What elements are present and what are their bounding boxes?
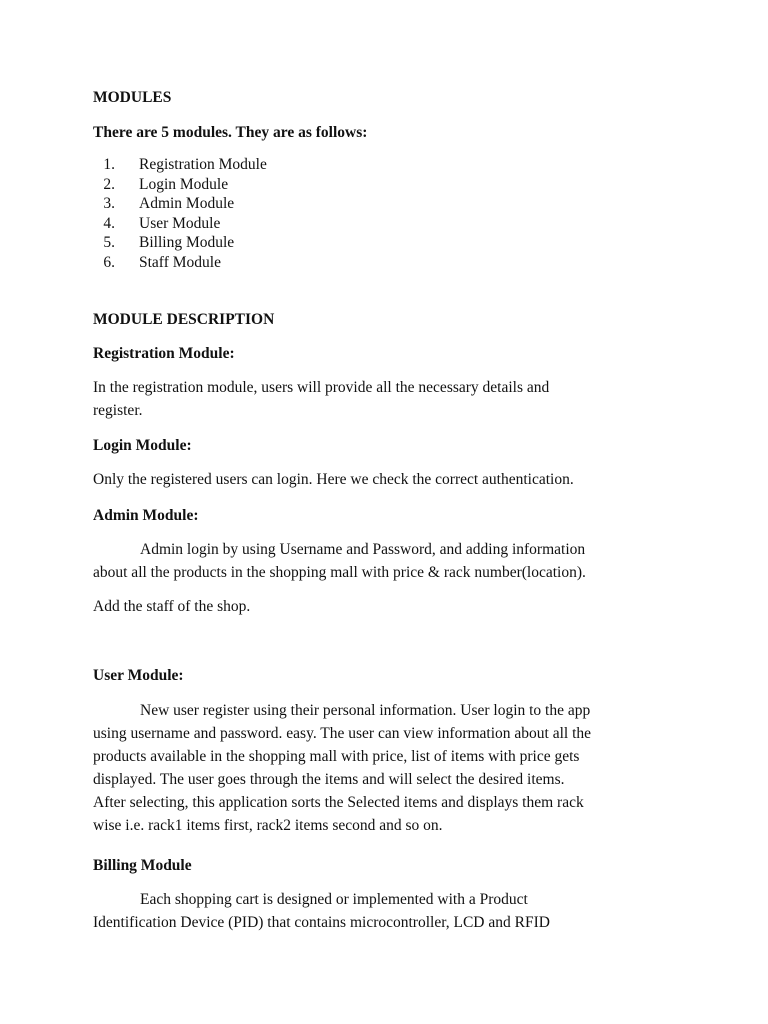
list-item-number: 6.: [103, 253, 115, 271]
user-line-5: After selecting, this application sorts the Selected items and displays them rack: [93, 794, 584, 811]
list-item: [93, 233, 267, 253]
user-line-1: New user register using their personal information. User login to the app: [140, 702, 591, 719]
modules-list: [93, 155, 267, 273]
billing-heading: Billing Module: [93, 857, 192, 874]
user-line-3: products available in the shopping mall with price, list of items with price gets: [93, 748, 580, 765]
list-item: [93, 194, 267, 214]
list-item-label: User Module: [139, 214, 221, 232]
registration-line-2: register.: [93, 402, 143, 419]
admin-heading: Admin Module:: [93, 507, 199, 524]
list-item: [93, 175, 267, 195]
list-item-label: Billing Module: [139, 234, 235, 252]
list-item-label: Staff Module: [139, 253, 221, 271]
login-paragraph: [93, 468, 693, 491]
user-paragraph: [93, 699, 693, 837]
billing-paragraph: [93, 888, 693, 934]
list-item: [93, 155, 267, 175]
list-item-number: 3.: [103, 195, 115, 213]
admin-extra-text: Add the staff of the shop.: [93, 598, 251, 615]
user-line-6: wise i.e. rack1 items first, rack2 items second and so on.: [93, 817, 443, 834]
list-item-label: Login Module: [139, 175, 229, 193]
login-line-1: Only the registered users can login. Here we check the correct authentication.: [93, 471, 574, 488]
billing-line-1: Each shopping cart is designed or implemented with a Product: [140, 891, 528, 908]
admin-line-1: Admin login by using Username and Password, and adding information: [140, 541, 586, 558]
user-line-2: using username and password. easy. The user can view information about all the: [93, 725, 592, 742]
intro-text: There are 5 modules. They are as follows:: [93, 124, 368, 141]
admin-line-2: about all the products in the shopping mall with price & rack number(location).: [93, 564, 586, 581]
list-item: [93, 253, 267, 273]
list-item: [93, 214, 267, 234]
registration-paragraph: [93, 376, 693, 422]
list-item-number: 2.: [103, 175, 115, 193]
list-item-number: 4.: [103, 214, 115, 232]
module-description-heading: MODULE DESCRIPTION: [93, 311, 275, 328]
list-item-label: Admin Module: [139, 195, 235, 213]
list-item-label: Registration Module: [139, 156, 267, 173]
registration-line-1: In the registration module, users will provide all the necessary details and: [93, 379, 550, 396]
page-title: MODULES: [93, 89, 172, 106]
registration-heading: Registration Module:: [93, 345, 235, 362]
admin-paragraph: [93, 538, 693, 584]
user-line-4: displayed. The user goes through the items and will select the desired items.: [93, 771, 565, 788]
list-item-number: 5.: [103, 234, 115, 252]
login-heading: Login Module:: [93, 437, 192, 454]
billing-line-2: Identification Device (PID) that contains microcontroller, LCD and RFID: [93, 914, 550, 931]
list-item-number: 1.: [103, 156, 115, 173]
user-heading: User Module:: [93, 667, 184, 684]
